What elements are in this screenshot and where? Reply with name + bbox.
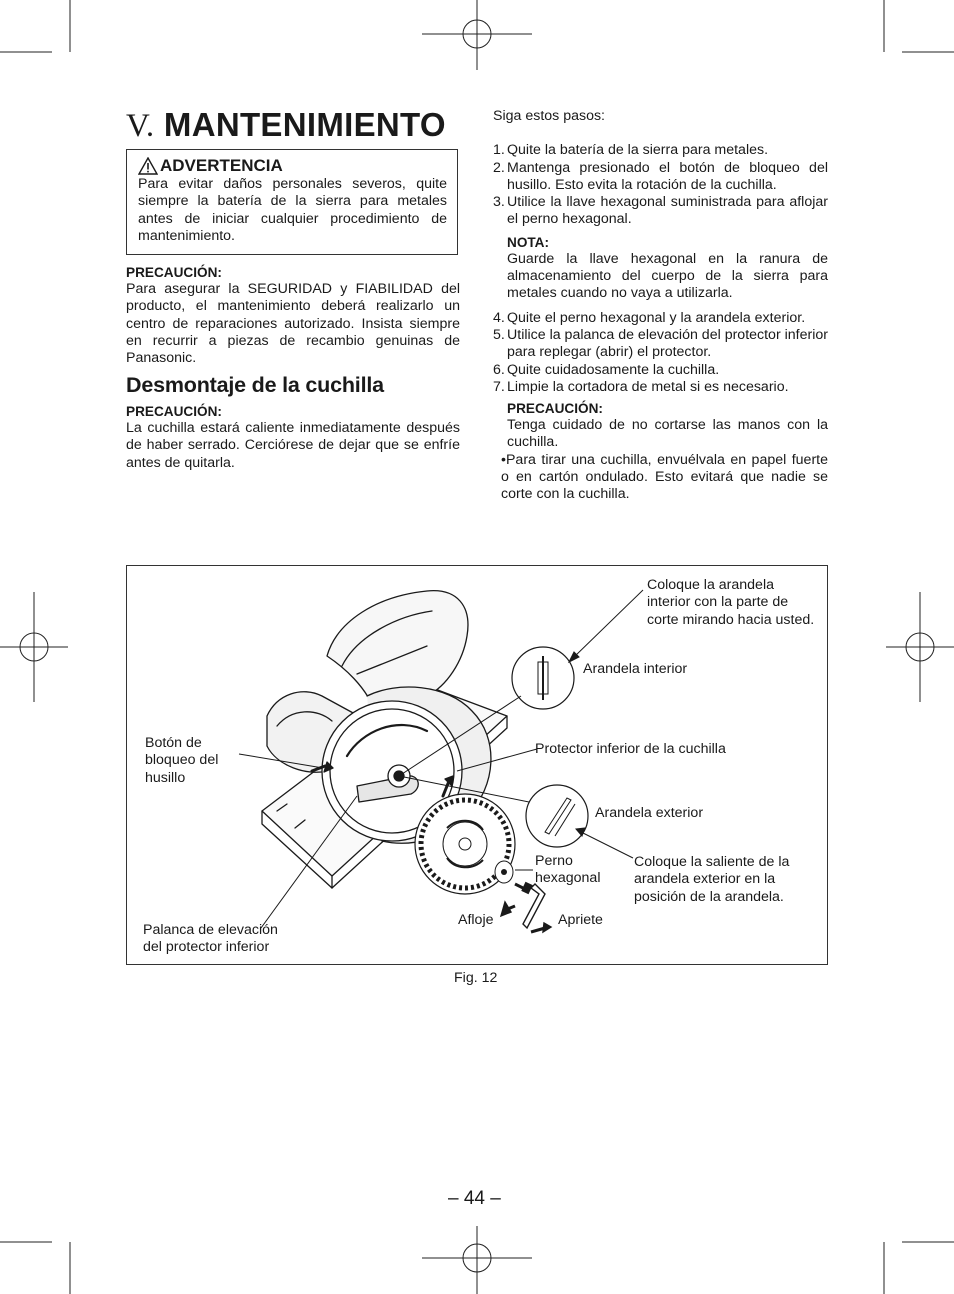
caution-label: PRECAUCIÓN: [126, 265, 222, 280]
right-column [493, 108, 828, 504]
label-hex-bolt: Perno hexagonal [535, 853, 601, 887]
steps-list-b [493, 310, 828, 396]
label-loosen: Afloje [458, 912, 494, 928]
list-item: 7. Limpie la cortadora de metal si es necesario. [493, 378, 789, 395]
note-text: Guarde la llave hexagonal en la ranura de almacenamiento del cuerpo de la sierra para metales cuando no vaya a utilizarla. [507, 250, 828, 302]
list-item: 1. Quite la batería de la sierra para metales. [493, 142, 769, 159]
caution-text: Tenga cuidado de no cortarse las manos con la cuchilla. [507, 417, 828, 451]
figure-12 [126, 565, 828, 965]
caution-hot-blade [126, 403, 460, 472]
outer-washer-detail [526, 785, 588, 847]
list-item: 4. Quite el perno hexagonal y la arandela exterior. [493, 309, 806, 326]
callout-outer-washer-placement: Coloque la saliente de la arandela exterior en la posición de la arandela. [634, 854, 790, 905]
warning-heading: ADVERTENCIA [138, 156, 447, 175]
section-heading: Desmontaje de la cuchilla [126, 373, 384, 397]
caution-text: Para asegurar la SEGURIDAD y FIABILIDAD del producto, el mantenimiento deberá realizarlo un centro de reparaciones autorizado. Insista siempre en recurrir a piezas de recambio genuinas de Panasonic. [126, 281, 460, 367]
figure-caption: Fig. 12 [454, 970, 498, 986]
steps-intro: Siga estos pasos: [493, 108, 605, 124]
page-number: – 44 – [448, 1188, 501, 1209]
list-item: 5. Utilice la palanca de elevación del protector inferior para replegar (abrir) el protector. [493, 326, 828, 361]
callout-inner-washer-placement: Coloque la arandela interior con la parte de corte mirando hacia usted. [647, 577, 815, 628]
note-block [493, 234, 828, 303]
warning-box [126, 149, 458, 255]
caution-maintenance [126, 264, 460, 367]
page-title: V. MANTENIMIENTO [126, 106, 446, 144]
caution-label: PRECAUCIÓN: [507, 401, 603, 417]
inner-washer-detail [512, 647, 574, 709]
note-label: NOTA: [507, 234, 550, 250]
caution-text: La cuchilla estará caliente inmediatamente después de haber serrado. Cerciórese de dejar que se enfríe antes de quitarla. [126, 420, 460, 471]
list-item: 3. Utilice la llave hexagonal suministrada para aflojar el perno hexagonal. [493, 194, 828, 228]
steps-list-a [493, 142, 828, 228]
label-inner-washer: Arandela interior [583, 661, 688, 677]
disposal-bullet: •Para tirar una cuchilla, envuélvala en papel fuerte o en cartón ondulado. Esto evitará que nadie se corte con la cuchilla. [501, 451, 828, 503]
outer-washer-bolt [495, 861, 533, 894]
label-guard-lever: Palanca de elevación del protector inferior [143, 922, 278, 956]
list-item: 6. Quite cuidadosamente la cuchilla. [493, 361, 720, 378]
caution-label: PRECAUCIÓN: [126, 404, 222, 419]
label-lower-guard: Protector inferior de la cuchilla [535, 741, 726, 757]
warning-text: Para evitar daños personales severos, quite siempre la batería de la sierra para metales antes de iniciar cualquier procedimiento de mantenimiento. [138, 176, 447, 244]
caution-blade-handling [493, 400, 828, 452]
label-outer-washer: Arandela exterior [595, 805, 704, 821]
list-item: 2. Mantenga presionado el botón de bloqueo del husillo. Esto evita la rotación de la cuchilla. [493, 159, 828, 193]
label-spindle-lock: Botón de bloqueo del husillo [145, 735, 219, 786]
warning-triangle-icon [138, 157, 158, 175]
label-tighten: Apriete [558, 912, 603, 928]
